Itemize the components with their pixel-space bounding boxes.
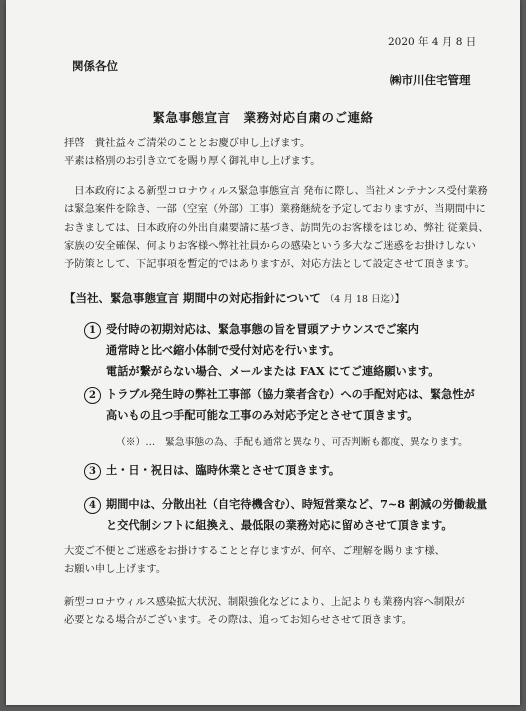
sender-company: ㈱市川住宅管理	[390, 73, 471, 87]
item-line: 高いもの且つ手配可能な工事のみ対応予定とさせて頂きます。	[106, 408, 419, 422]
item-text	[106, 319, 439, 382]
closing-line: 大変ご不便とご迷惑をお掛けすることと存じますが、何卒、ご理解を賜ります様、	[64, 545, 445, 557]
document-date: 2020 年 4 月 8 日	[388, 36, 477, 48]
closing-paragraph	[64, 542, 445, 578]
policy-item-3	[88, 463, 508, 487]
body-line: は緊急案件を除き、一部（空室（外部）工事）業務継続を予定しておりますが、当期間中に	[64, 203, 486, 216]
item-number-badge: 1	[84, 322, 101, 339]
footer-line: 新型コロナウィルス感染拡大状況、制限強化などにより、上記よりも業務内容へ制限が	[64, 596, 465, 608]
item-text	[106, 460, 340, 481]
policy-item-4	[88, 497, 508, 543]
body-line: おきましては、日本政府の外出自粛要請に基づき、訪問先のお客様をはじめ、弊社 従業員、	[64, 221, 489, 234]
item-number-badge: 4	[84, 497, 101, 514]
section-heading-period: （4 月 18 日迄）】	[324, 294, 405, 305]
item-number-badge: 2	[84, 387, 101, 404]
recipient: 関係各位	[72, 59, 118, 73]
item-line: 期間中は、分散出社（自宅待機含む）、時短営業など、7~8 割減の労働裁量	[106, 497, 488, 511]
item-line: 受付時の初期対応は、緊急事態の旨を冒頭アナウンスでご案内	[106, 322, 419, 336]
item-line: 通常時と比べ縮小体制で受付対応を行います。	[106, 343, 341, 357]
item-2-note: （※）… 緊急事態の為、手配も通常と異なり、可否判断も都度、異なります。	[116, 437, 468, 448]
document-page	[6, 0, 520, 705]
section-heading-main: 【当社、緊急事態宣言 期間中の対応指針について	[64, 291, 321, 305]
item-number-badge: 3	[84, 463, 101, 480]
closing-line: お願い申し上げます。	[64, 563, 167, 575]
item-line: 電話が繋がらない場合、メールまたは FAX にてご連絡願います。	[106, 364, 440, 378]
body-line: 予防策として、下記事項を暫定的ではありますが、対応方法として設定させて頂きます。	[64, 258, 475, 271]
item-text	[106, 494, 487, 536]
footer-line: 必要となる場合がございます。その際は、追ってお知らせさせて頂きます。	[64, 614, 413, 626]
item-line: トラブル発生時の弊社工事部（協力業者含む）への手配対応は、緊急性が	[106, 387, 475, 401]
item-text	[106, 384, 475, 426]
greeting-paragraph	[64, 134, 321, 171]
item-line: と交代制シフトに組換え、最低限の業務対応に留めさせて頂きます。	[106, 518, 453, 532]
section-heading	[64, 290, 404, 306]
body-paragraph	[64, 182, 489, 273]
body-line: 日本政府による新型コロナウィルス緊急事態宣言 発布に際し、当社メンテナンス受付業務	[64, 185, 488, 197]
body-line: 家族の安全確保、何よりお客様へ弊社社員からの感染という多大なご迷惑をお掛けしない	[64, 239, 476, 252]
greeting-line: 拝啓 貴社益々ご清栄のこととお慶び申し上げます。	[64, 137, 311, 149]
footer-paragraph	[64, 593, 465, 629]
policy-item-1	[88, 322, 508, 388]
greeting-line: 平素は格別のお引き立てを賜り厚く御礼申し上げます。	[64, 155, 321, 168]
item-line: 土・日・祝日は、臨時休業とさせて頂きます。	[106, 463, 341, 477]
document-title: 緊急事態宣言 業務対応自粛のご連絡	[152, 110, 374, 125]
